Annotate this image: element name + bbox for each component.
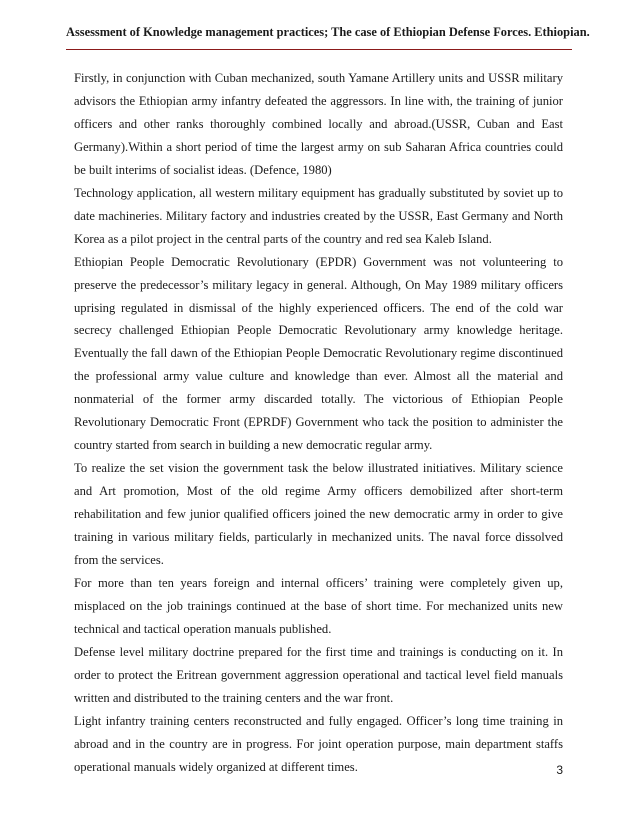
paragraph-government-initiatives: To realize the set vision the government task the below illustrated initiatives. Military science and Art promotion, Most of the old regime Army officers demobilized after short-term rehabilitation and few junior qualified officers joined the new democratic army in order to give training in various military fields, particularly in mechanized units. The naval force dissolved from the services.: [74, 461, 563, 568]
paragraph-defense-doctrine: Defense level military doctrine prepared for the first time and trainings is conducting on it. In order to protect the Eritrean government aggression operational and tactical level field manuals written and distributed to the training centers and the war front.: [74, 644, 563, 705]
running-header: Assessment of Knowledge management practices; The case of Ethiopian Defense Forces. Ethiopian.: [66, 25, 590, 39]
page-number: 3: [556, 763, 563, 777]
paragraph-cuban-collaboration: Firstly, in conjunction with Cuban mechanized, south Yamane Artillery units and USSR military advisors the Ethiopian army infantry defeated the aggressors. In line with, the training of junior officers and other ranks thoroughly combined locally and abroad.(USSR, Cuban and East Germany).Within a short period of time the largest army on sub Saharan Africa countries could be built interims of socialist ideas. (Defence, 1980): [74, 71, 563, 177]
paragraph-technology-application: Technology application, all western military equipment has gradually substituted by soviet up to date machineries. Military factory and industries created by the USSR, East Germany and North Korea as a pilot project in the central parts of the country and red sea Kaleb Island.: [74, 185, 563, 246]
header-rule: [66, 49, 572, 50]
paragraph-light-infantry: Light infantry training centers reconstructed and fully engaged. Officer’s long time training in abroad and in the country are in progress. For joint operation purpose, main department staffs operational manuals widely organized at different times.: [74, 713, 563, 774]
paragraph-epdr-government: Ethiopian People Democratic Revolutionary (EPDR) Government was not volunteering to preserve the predecessor’s military legacy in general. Although, On May 1989 military officers uprising regulated in dismissal of the highly experienced officers. The end of the cold war secrecy challenged Ethiopian People Democratic Revolutionary army knowledge heritage. Eventually the fall dawn of the Ethiopian People Democratic Revolutionary regime discontinued the professional army value culture and knowledge than ever. Almost all the material and nonmaterial of the former army discarded totally. The victorious of Ethiopian People Revolutionary Democratic Front (EPRDF) Government who tack the position to administer the country started from search in building a new democratic regular army.: [74, 254, 563, 453]
body-text: [74, 67, 563, 779]
paragraph-officer-training: For more than ten years foreign and internal officers’ training were completely given up, misplaced on the job trainings continued at the base of short time. For mechanized units new technical and tactical operation manuals published.: [74, 575, 563, 636]
